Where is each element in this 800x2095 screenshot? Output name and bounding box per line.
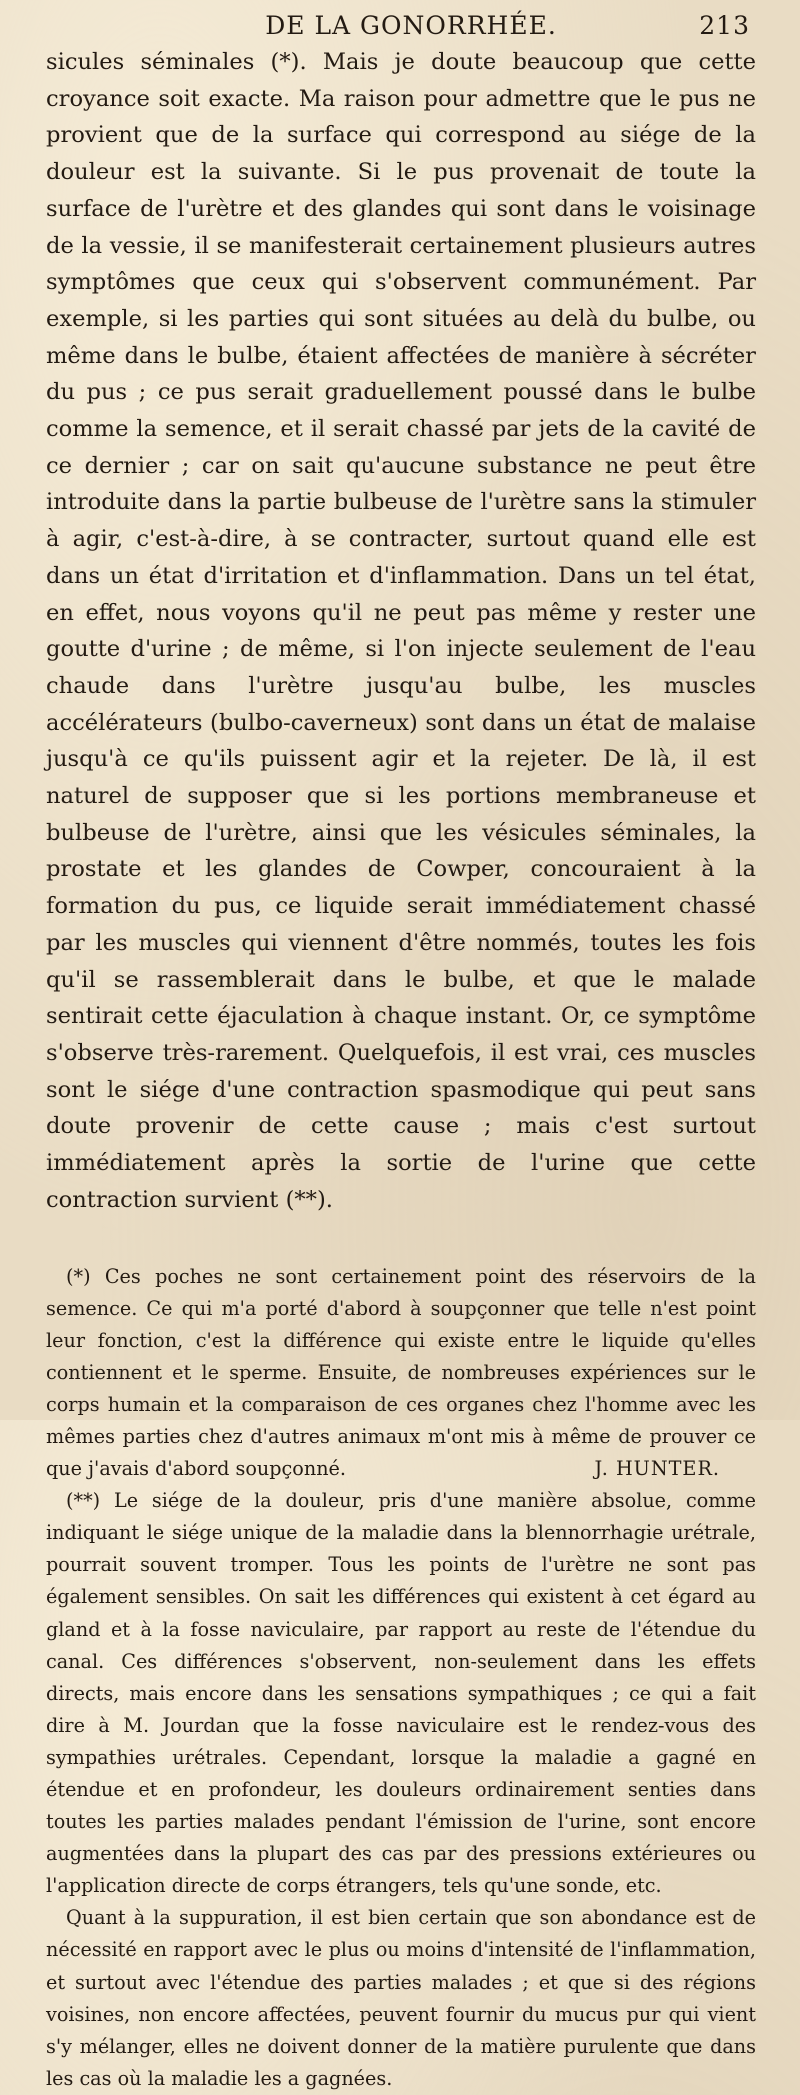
footnote-1: (*) Ces poches ne sont certainement point des réservoirs de la semence. Ce qui m'a porté d'abord à soupçonner que telle n'est point leur fonction, c'est la différence qui existe entre le liquide qu'elles contiennent et le sperme. Ensuite, de nombreuses expériences sur le corps humain et la comparaison de ces organes chez l'homme avec les mêmes parties chez d'autres animaux m'ont mis à même de prouver ce que j'avais d'abord soupçonné. — [46, 1264, 756, 1481]
main-paragraph: sicules séminales (*). Mais je doute beaucoup que cette croyance soit exacte. Ma raison pour admettre que le pus ne provient que de la surface qui correspond au siége de la douleur est la suivante. Si le pus provenait de toute la surface de l'urètre et des glandes qui sont dans le voisinage de la vessie, il se manifesterait certainement plusieurs autres symptômes que ceux qui s'observent communément. Par exemple, si les parties qui sont situées au delà du bulbe, ou même dans le bulbe, étaient affectées de manière à sécréter du pus ; ce pus serait graduellement poussé dans le bulbe comme la semence, et il serait chassé par jets de la cavité de ce dernier ; car on sait qu'aucune substance ne peut être introduite dans la partie bulbeuse de l'urètre sans la stimuler à agir, c'est-à-dire, à se contracter, surtout quand elle est dans un état d'irritation et d'inflammation. Dans un tel état, en effet, nous voyons qu'il ne peut pas même y rester une goutte d'urine ; de même, si l'on injecte seulement de l'eau chaude dans l'urètre jusqu'au bulbe, les muscles accélérateurs (bulbo-caverneux) sont dans un état de malaise jusqu'à ce qu'ils puissent agir et la rejeter. De là, il est naturel de supposer que si les portions membraneuse et bulbeuse de l'urètre, ainsi que les vésicules séminales, la prostate et les glandes de Cowper, concouraient à la formation du pus, ce liquide serait immédiatement chassé par les muscles qui viennent d'être nommés, toutes les fois qu'il se rassemblerait dans le bulbe, et que le malade sentirait cette éjaculation à chaque instant. Or, ce symptôme s'observe très-rarement. Quelquefois, il est vrai, ces muscles sont le siége d'une contraction spasmodique qui peut sans doute provenir de cette cause ; mais c'est surtout immédiatement après la sortie de l'urine que cette contraction survient (**). — [46, 49, 756, 1213]
page-number: 213 — [699, 11, 750, 40]
running-title: DE LA GONORRHÉE. — [265, 11, 557, 40]
footnote-2-continuation: Quant à la suppuration, il est bien certain que son abondance est de nécessité en rapport avec le plus ou moins d'intensité de l'inflammation, et surtout avec l'étendue des parties malades ; et que si des régions voisines, non encore affectées, peuvent fournir du mucus pur qui vient s'y mélanger, elles ne doivent donner de la matière purulente que dans les cas où la maladie les a gagnées. — [46, 1906, 756, 2090]
footnote-2: (**) Le siége de la douleur, pris d'une manière absolue, comme indiquant le siége unique de la maladie dans la blennorrhagie urétrale, pourrait souvent tromper. Tous les points de l'urètre ne sont pas également sensibles. On sait les différences qui existent à cet égard au gland et à la fosse naviculaire, par rapport au reste de l'étendue du canal. Ces différences s'observent, non-seulement dans les effets directs, mais encore dans les sensations sympathiques ; ce qui a fait dire à M. Jourdan que la fosse naviculaire est le rendez-vous des sympathies urétrales. Cependant, lorsque la maladie a gagné en étendue et en profondeur, les douleurs ordinairement senties dans toutes les parties malades pendant l'émission de l'urine, sont encore augmentées dans la plupart des cas par des pressions extérieures ou l'application directe de corps étrangers, tels qu'une sonde, etc. — [46, 1489, 756, 1898]
footnote-1-signature: J. HUNTER. — [594, 1457, 720, 1481]
main-text — [46, 44, 756, 1219]
running-head — [46, 8, 756, 44]
footnotes — [46, 1261, 756, 2095]
